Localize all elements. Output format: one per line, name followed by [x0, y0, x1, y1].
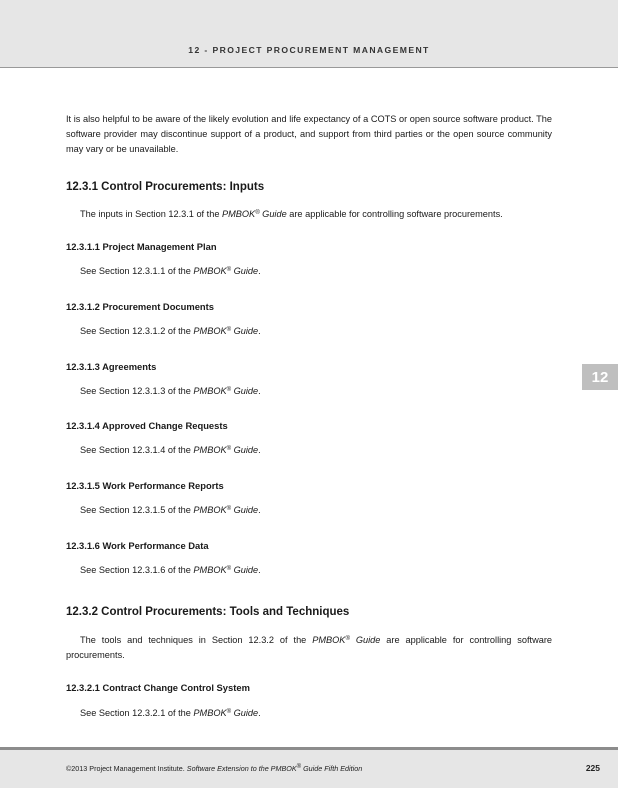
section-heading-inputs: 12.3.1 Control Procurements: Inputs	[66, 181, 265, 193]
intro-paragraph: It is also helpful to be aware of the likely evolution and life expectancy of a COTS or open source software product. The software provider may discontinue support of a product, and support from third parties or the open source community may vary or be unavailable.	[66, 114, 552, 154]
subsection-heading: 12.3.1.1 Project Management Plan	[66, 241, 217, 252]
page-header	[0, 0, 618, 67]
subsection-heading: 12.3.1.5 Work Performance Reports	[66, 480, 224, 491]
subsection-heading: 12.3.1.2 Procurement Documents	[66, 301, 214, 312]
subsection-text: See Section 12.3.1.6 of the PMBOK® Guide.	[80, 565, 261, 575]
subsection-text: See Section 12.3.1.2 of the PMBOK® Guide.	[80, 326, 261, 336]
chapter-tab: 12	[582, 364, 618, 390]
subsection-text: See Section 12.3.1.1 of the PMBOK® Guide.	[80, 266, 261, 276]
subsection-text: See Section 12.3.1.4 of the PMBOK® Guide.	[80, 445, 261, 455]
intro-paragraph-block	[66, 112, 552, 157]
subsection-heading: 12.3.1.6 Work Performance Data	[66, 540, 209, 551]
subsection-heading: 12.3.2.1 Contract Change Control System	[66, 682, 250, 693]
subsection-text: See Section 12.3.2.1 of the PMBOK® Guide.	[80, 708, 261, 718]
running-header-title: 12 - PROJECT PROCUREMENT MANAGEMENT	[188, 45, 430, 55]
subsection-heading: 12.3.1.4 Approved Change Requests	[66, 420, 228, 431]
footer-copyright: ©2013 Project Management Institute. Software Extension to the PMBOK® Guide Fifth Edition	[66, 764, 363, 773]
section-inputs-text: The inputs in Section 12.3.1 of the PMBOK® Guide are applicable for controlling software procurements.	[80, 209, 503, 219]
page-footer	[0, 747, 618, 788]
section-heading-tools: 12.3.2 Control Procurements: Tools and Techniques	[66, 606, 350, 618]
subsection-text: See Section 12.3.1.3 of the PMBOK® Guide.	[80, 386, 261, 396]
section-tools-text: The tools and techniques in Section 12.3.2 of the PMBOK® Guide are applicable for controlling software procurements.	[66, 635, 553, 660]
subsection-text: See Section 12.3.1.5 of the PMBOK® Guide.	[80, 505, 261, 515]
subsection-heading: 12.3.1.3 Agreements	[66, 361, 157, 372]
header-divider	[0, 67, 618, 68]
page-number: 225	[585, 763, 600, 773]
